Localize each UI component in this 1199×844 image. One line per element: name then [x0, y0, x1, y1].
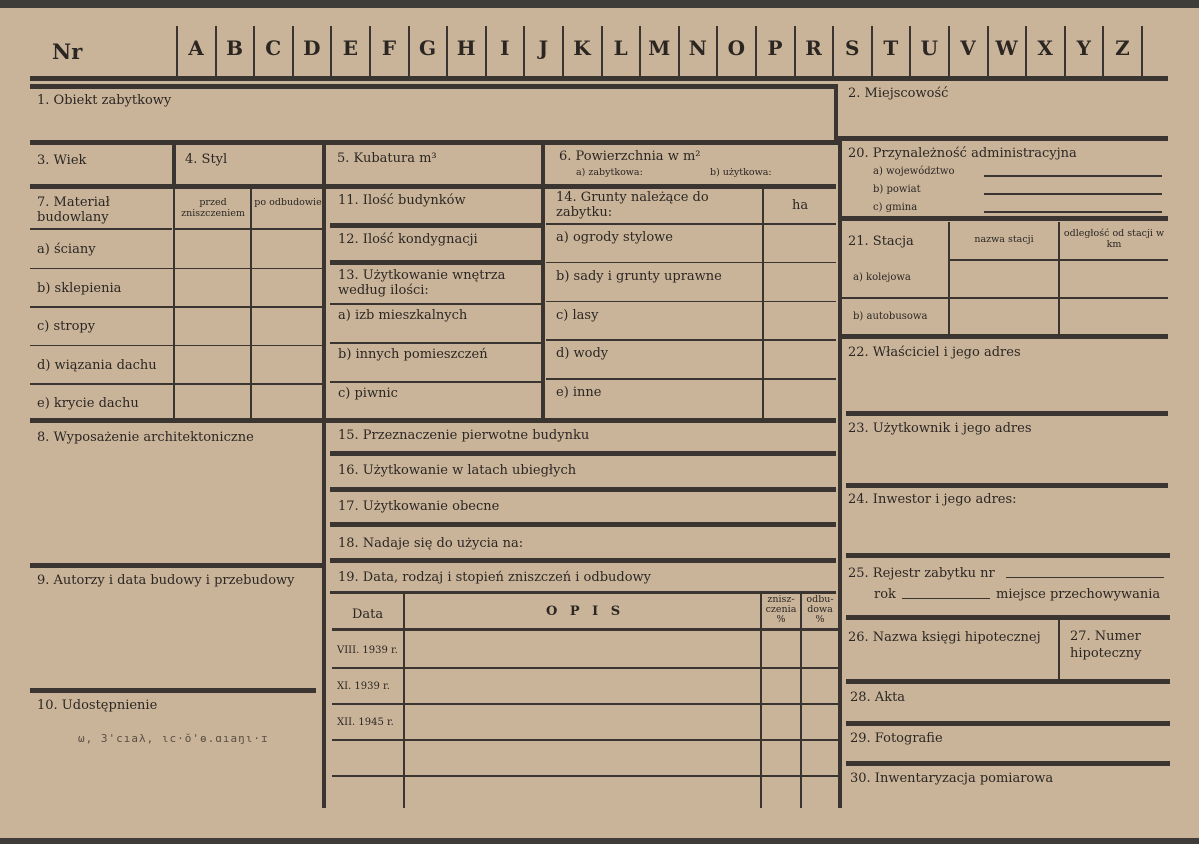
letter-a: A: [188, 36, 204, 60]
rule: [846, 553, 1170, 558]
grounds-row-label: c) lasy: [556, 307, 599, 323]
field-16-label: 16. Użytkowanie w latach ubiegłych: [338, 463, 577, 478]
rule: [330, 487, 836, 492]
field-26-label: 26. Nazwa księgi hipotecznej: [848, 630, 1041, 645]
damage-row-date: VIII. 1939 r.: [337, 645, 398, 656]
field-1-label: 1. Obiekt zabytkowy: [37, 93, 172, 108]
field-19-opis-header: O P I S: [546, 604, 625, 619]
rule: [842, 136, 1168, 141]
letter-k: K: [573, 36, 591, 60]
rule: [546, 262, 836, 264]
rule: [838, 136, 842, 808]
rule: [30, 688, 316, 693]
letter-w: W: [995, 36, 1018, 60]
admin-row-label: b) powiat: [873, 184, 921, 195]
material-row-label: a) ściany: [37, 242, 96, 257]
rule: [842, 216, 1168, 221]
rule: [1058, 222, 1060, 334]
field-28-label: 28. Akta: [850, 690, 906, 705]
rule: [332, 628, 838, 631]
letter-g: G: [419, 36, 437, 60]
letter-l: L: [613, 36, 628, 60]
field-14-label: 14. Grunty należące do zabytku:: [556, 190, 709, 220]
letter-b: B: [226, 36, 244, 60]
rule: [322, 145, 326, 185]
header-rule: [30, 76, 1168, 81]
field-23-label: 23. Użytkownik i jego adres: [848, 421, 1032, 436]
grounds-row-label: e) inne: [556, 385, 602, 401]
grounds-row-label: a) ogrody stylowe: [556, 230, 673, 245]
interior-row-label: a) izb mieszkalnych: [338, 308, 468, 323]
field-11-label: 11. Ilość budynków: [338, 193, 466, 208]
letter-f: F: [381, 36, 397, 60]
rule: [541, 145, 545, 185]
rule: [902, 598, 990, 600]
field-19-label: 19. Data, rodzaj i stopień zniszczeń i odbudowy: [338, 570, 652, 585]
letter-y: Y: [1076, 36, 1091, 60]
rule: [30, 268, 322, 270]
rule: [332, 703, 838, 705]
rule: [546, 339, 836, 341]
field-9-label: 9. Autorzy i data budowy i przebudowy: [37, 573, 295, 588]
rule: [846, 761, 1170, 766]
rule: [330, 451, 836, 456]
letter-v: V: [960, 36, 976, 60]
field-6a-label: a) zabytkowa:: [576, 167, 643, 178]
grounds-row-label: d) wody: [556, 346, 609, 362]
field-3-label: 3. Wiek: [37, 153, 87, 168]
field-6-label: 6. Powierzchnia w m²: [559, 149, 701, 164]
field-24-label: 24. Inwestor i jego adres:: [848, 492, 1017, 507]
damage-row-date: XI. 1939 r.: [337, 681, 390, 692]
field-10-label: 10. Udostępnienie: [37, 698, 158, 713]
rule: [846, 615, 1170, 620]
field-25-label: 25. Rejestr zabytku nr: [848, 566, 995, 581]
rule: [330, 342, 542, 344]
rule: [842, 334, 1168, 339]
field-8-label: 8. Wyposażenie architektoniczne: [37, 430, 254, 445]
field-21-odl-header: odległość od stacji w km: [1063, 228, 1165, 250]
rule: [30, 228, 172, 230]
admin-row-label: a) województwo: [873, 166, 955, 177]
field-25-miejsce-label: miejsce przechowywania: [996, 587, 1161, 602]
letter-c: C: [265, 36, 282, 60]
field-25-rok-label: rok: [874, 587, 896, 602]
rule: [330, 558, 836, 563]
field-14-ha-label: ha: [792, 198, 809, 213]
letter-u: U: [920, 36, 939, 60]
letter-s: S: [844, 36, 860, 60]
rule: [546, 378, 836, 380]
rule: [322, 184, 326, 808]
field-13-label: 13. Użytkowanie wnętrza według ilości:: [338, 268, 506, 298]
rule: [30, 184, 836, 189]
field-29-label: 29. Fotografie: [850, 731, 943, 746]
field-2-label: 2. Miejscowość: [848, 86, 949, 101]
field-15-label: 15. Przeznaczenie pierwotne budynku: [338, 428, 590, 443]
field-4-label: 4. Styl: [185, 152, 228, 167]
field-5-label: 5. Kubatura m³: [337, 151, 437, 166]
rule: [846, 679, 1170, 684]
field-21-nazwa-header: nazwa stacji: [974, 234, 1034, 245]
field-27-label: 27. Numer hipoteczny: [1070, 629, 1142, 661]
rule: [174, 228, 322, 230]
nr-label: Nr: [52, 39, 83, 64]
rule: [30, 345, 322, 347]
letter-o: O: [727, 36, 746, 60]
material-row-label: c) stropy: [37, 319, 96, 335]
field-17-label: 17. Użytkowanie obecne: [338, 499, 500, 514]
field-10-handwriting: ω, 3'cıaλ, ɩc·ŏ'ɵ.ɑıaŋɩ·ɪ: [78, 732, 269, 745]
letter-d: D: [303, 36, 321, 60]
field-19-odbudowa-header: odbu- dowa %: [806, 594, 834, 625]
rule: [30, 84, 836, 89]
field-22-label: 22. Właściciel i jego adres: [848, 345, 1021, 360]
material-row-label: b) sklepienia: [37, 280, 122, 296]
station-row-label: b) autobusowa: [853, 311, 928, 322]
interior-row-label: c) piwnic: [338, 386, 398, 401]
rule: [1006, 577, 1164, 579]
rule: [332, 667, 838, 669]
field-7-przed-label: przed zniszczeniem: [181, 197, 245, 219]
letter-m: M: [648, 36, 671, 60]
damage-row-date: XII. 1945 r.: [337, 717, 394, 728]
field-19-data-header: Data: [352, 607, 384, 622]
rule: [846, 411, 1168, 416]
field-19-zniszczenia-header: znisz- czenia %: [765, 594, 797, 625]
material-row-label: d) wiązania dachu: [37, 357, 157, 373]
rule: [30, 418, 836, 423]
letter-e: E: [342, 36, 359, 60]
field-7-po-label: po odbudowie: [254, 197, 322, 208]
rule: [330, 260, 542, 265]
rule: [30, 140, 836, 145]
rule: [330, 303, 542, 305]
rule: [984, 175, 1162, 177]
rule: [842, 297, 1168, 299]
rule: [1058, 620, 1060, 680]
letter-h: H: [456, 36, 476, 60]
field-7-label: 7. Materiał budowlany: [37, 195, 110, 225]
rule: [948, 259, 1168, 261]
material-row-label: e) krycie dachu: [37, 396, 139, 412]
rule: [332, 739, 838, 741]
rule: [30, 383, 322, 385]
rule: [984, 211, 1162, 213]
rule: [846, 721, 1170, 726]
rule: [330, 223, 542, 228]
letter-j: J: [538, 36, 549, 60]
admin-row-label: c) gmina: [873, 202, 918, 213]
letter-t: T: [883, 36, 899, 60]
letter-x: X: [1037, 36, 1053, 60]
interior-row-label: b) innych pomieszczeń: [338, 347, 488, 362]
rule: [546, 223, 836, 225]
field-6b-label: b) użytkowa:: [710, 167, 772, 178]
rule: [984, 193, 1162, 195]
station-row-label: a) kolejowa: [853, 272, 911, 283]
rule: [546, 301, 836, 303]
rule: [948, 222, 950, 334]
letter-divider: [1141, 26, 1143, 76]
letter-r: R: [805, 36, 822, 60]
rule: [172, 145, 176, 185]
field-12-label: 12. Ilość kondygnacji: [338, 232, 478, 247]
letter-p: P: [767, 36, 783, 60]
rule: [30, 306, 322, 308]
rule: [332, 775, 838, 777]
rule: [330, 381, 542, 383]
field-21-label: 21. Stacja: [848, 234, 914, 249]
rule: [330, 522, 836, 527]
rule: [30, 563, 322, 568]
field-30-label: 30. Inwentaryzacja pomiarowa: [850, 771, 1054, 786]
field-18-label: 18. Nadaje się do użycia na:: [338, 536, 524, 551]
grounds-row-label: b) sady i grunty uprawne: [556, 268, 722, 284]
rule: [541, 184, 545, 418]
letter-n: N: [688, 36, 707, 60]
letter-i: I: [500, 36, 510, 60]
letter-z: Z: [1115, 36, 1130, 60]
rule: [846, 483, 1168, 488]
field-20-label: 20. Przynależność administracyjna: [848, 146, 1077, 161]
